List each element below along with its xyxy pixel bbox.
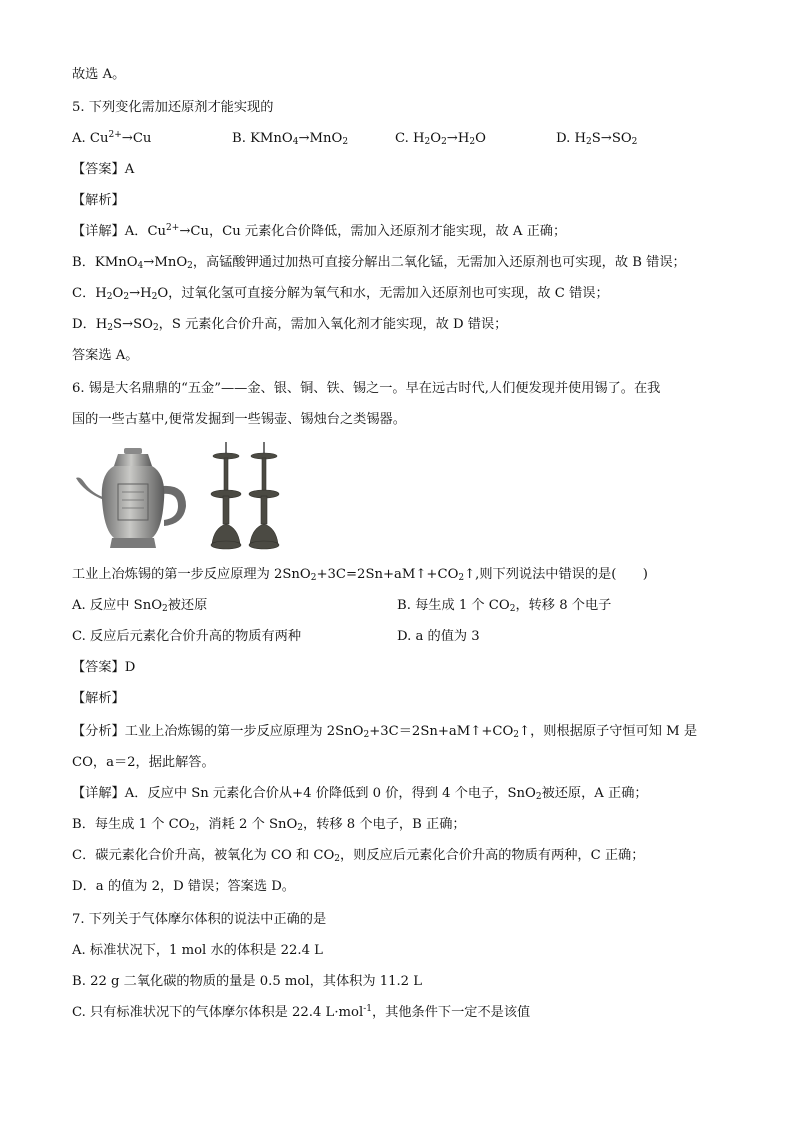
q5-detail-c: C．$H_2O_2\to H_2O$，过氧化氢可直接分解为氧气和水，无需加入还原剂也可实现，故 C 错误；	[72, 286, 609, 302]
q5-answer: 【答案】A	[72, 162, 135, 177]
question-5-stem: 5. 下列变化需加还原剂才能实现的	[72, 100, 274, 115]
q5-option-c: C. $H_2O_2\to H_2O$	[395, 131, 486, 147]
q6-detail-a: 【详解】A．反应中 Sn 元素化合价从+4 价降低到 0 价，得到 4 个电子，SnO$_2$被还原，A 正确；	[72, 786, 648, 802]
q6-detail-c: C．碳元素化合价升高，被氧化为 CO 和 $CO_2$，则反应后元素化合价升高的物质有两种，C 正确；	[72, 848, 645, 864]
q6-answer: 【答案】D	[72, 660, 136, 675]
q6-option-b: B. 每生成 1 个 $CO_2$，转移 8 个电子	[397, 598, 612, 614]
question-6-stem-line1: 6. 锡是大名鼎鼎的“五金”——金、银、铜、铁、锡之一。早在远古时代,人们便发现并使用锡了。在我	[72, 381, 661, 396]
question-6-equation-stem: 工业上冶炼锡的第一步反应原理为 $2SnO_2+3C=2Sn+aM↑+CO_2↑$,则下列说法中错误的是( )	[72, 567, 648, 583]
q6-analysis-heading: 【解析】	[72, 691, 125, 706]
q5-conclusion: 答案选 A。	[72, 348, 139, 363]
q5-option-b: B. KMnO$_4$→MnO$_2$	[232, 131, 349, 147]
q5-option-a: A. $Cu^{2+}\to Cu$	[72, 130, 152, 146]
q6-option-c: C. 反应后元素化合价升高的物质有两种	[72, 629, 302, 644]
q6-detail-b: B．每生成 1 个 $CO_2$，消耗 2 个 SnO$_2$，转移 8 个电子，B 正确；	[72, 817, 466, 833]
conclusion-text: 故选 A。	[72, 67, 126, 82]
q6-option-d: D. a 的值为 3	[397, 629, 480, 644]
q5-detail-a: 【详解】A．$Cu^{2+}\to Cu$，Cu 元素化合价降低，需加入还原剂才能实现，故 A 正确；	[72, 223, 567, 239]
question-6-stem-line2: 国的一些古墓中,便常发掘到一些锡壶、锡烛台之类锡器。	[72, 412, 406, 427]
q7-option-c: C. 只有标准状况下的气体摩尔体积是 22.4 L·mol$^{-1}$，其他条件下一定不是该值	[72, 1004, 531, 1020]
q5-option-d: D. $H_2S\to SO_2$	[556, 131, 638, 147]
q6-option-a: A. 反应中 SnO$_2$被还原	[72, 598, 208, 614]
q5-detail-b: B．KMnO$_4$→MnO$_2$，高锰酸钾通过加热可直接分解出二氧化锰，无需加入还原剂也可实现，故 B 错误；	[72, 255, 686, 271]
q6-analysis-line2: CO，a＝2，据此解答。	[72, 755, 215, 770]
q7-option-b: B. 22 g 二氧化碳的物质的量是 0.5 mol，其体积为 11.2 L	[72, 974, 423, 989]
q6-detail-d: D．a 的值为 2，D 错误；答案选 D。	[72, 879, 295, 894]
q5-detail-d: D．$H_2S\to SO_2$，S 元素化合价升高，需加入氧化剂才能实现，故 D 错误；	[72, 317, 508, 333]
tin-teapot-image	[74, 440, 192, 552]
q7-option-a: A. 标准状况下，1 mol 水的体积是 22.4 L	[72, 943, 323, 958]
question-7-stem: 7. 下列关于气体摩尔体积的说法中正确的是	[72, 912, 327, 927]
q6-analysis-line1: 【分析】工业上冶炼锡的第一步反应原理为 $2SnO_2+3C=2Sn+aM↑+CO_2↑$，则根据原子守恒可知 M 是	[72, 724, 698, 740]
q5-analysis-heading: 【解析】	[72, 193, 125, 208]
tin-candlestick-image	[206, 440, 286, 552]
